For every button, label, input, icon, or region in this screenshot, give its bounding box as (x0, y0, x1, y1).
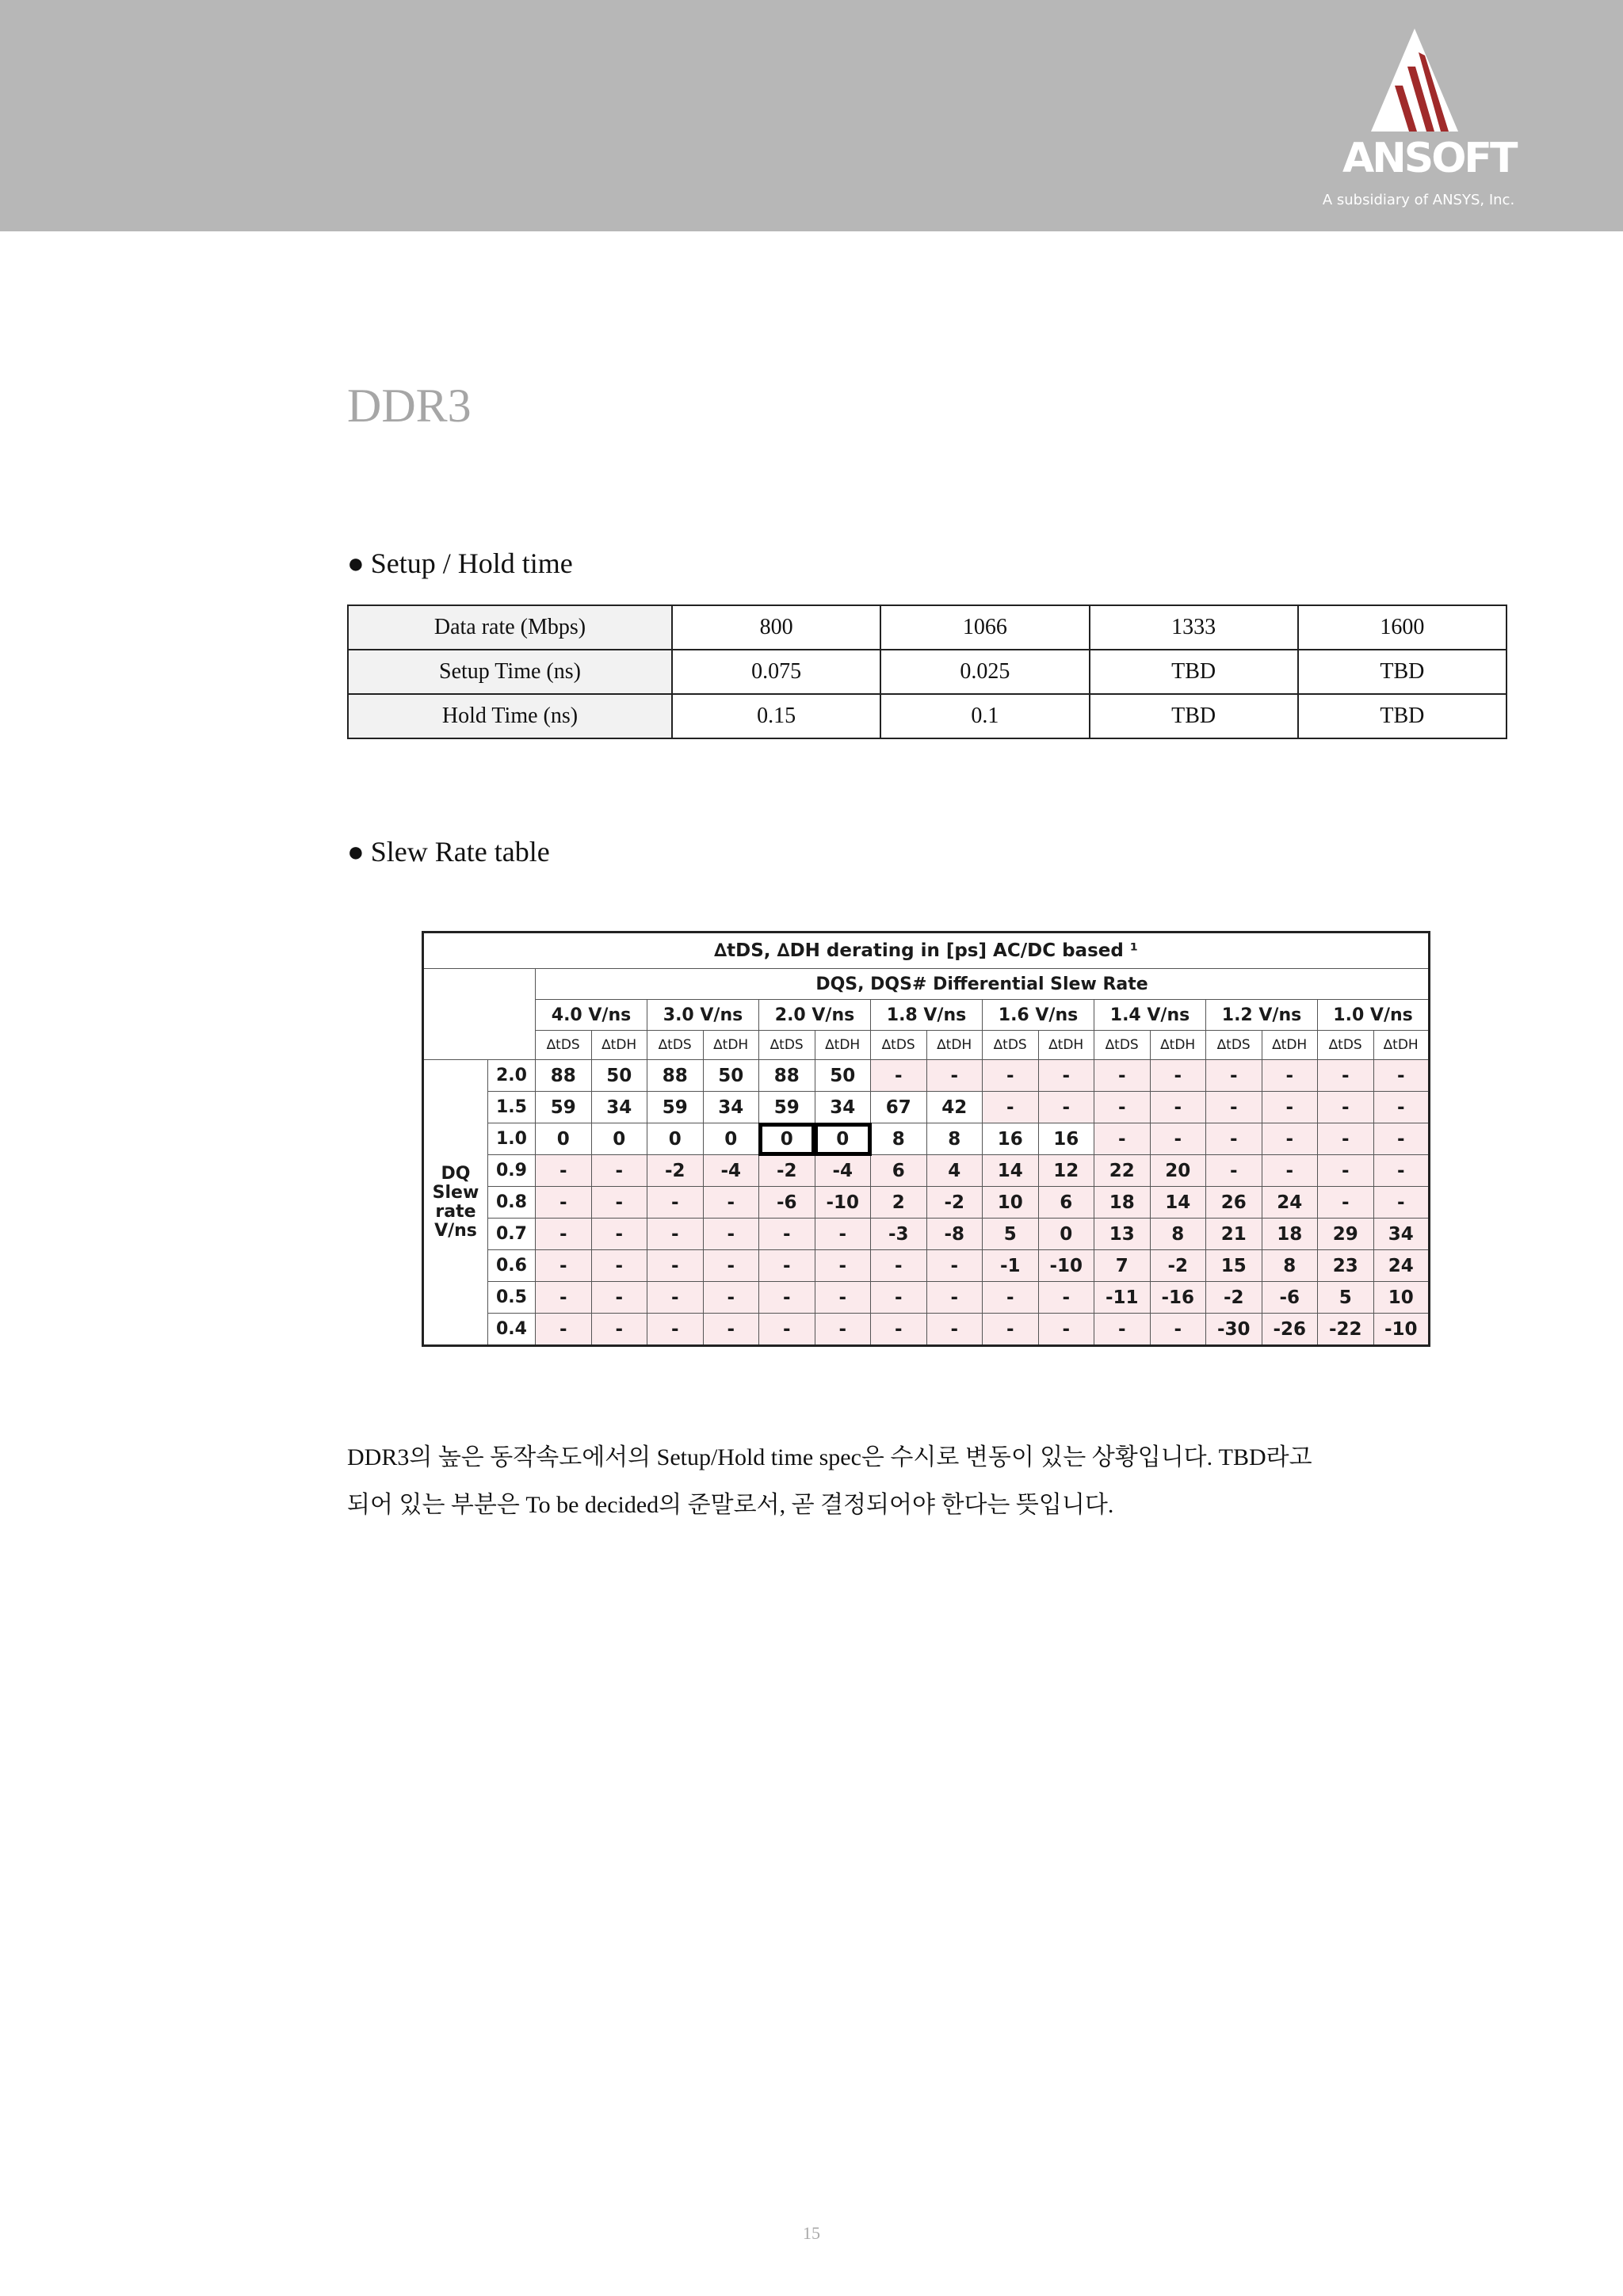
table-cell: - (1038, 1092, 1094, 1123)
table-row (423, 1282, 1430, 1314)
page-title: DDR3 (347, 379, 472, 432)
table-cell: 0 (703, 1123, 759, 1155)
table-cell: - (703, 1187, 759, 1219)
table-cell: 26 (1206, 1187, 1262, 1219)
table-cell: -2 (1150, 1250, 1206, 1282)
table-cell: - (815, 1314, 871, 1346)
page-number: 15 (803, 2223, 820, 2243)
row-key: 0.7 (488, 1219, 536, 1250)
table-cell: - (536, 1250, 592, 1282)
sub-column-header: ∆tDS (647, 1031, 704, 1060)
table-cell: 50 (815, 1060, 871, 1092)
table-cell: - (926, 1250, 983, 1282)
table-cell: 8 (1150, 1219, 1206, 1250)
dq-label-line: DQ (441, 1163, 471, 1184)
row-key: 0.4 (488, 1314, 536, 1346)
table-cell: 4 (926, 1155, 983, 1187)
table-cell: 20 (1150, 1155, 1206, 1187)
sub-column-header: ∆tDH (926, 1031, 983, 1060)
ansoft-logo-mark-icon (1371, 29, 1458, 139)
table-row (423, 1060, 1430, 1092)
table-cell: 13 (1094, 1219, 1151, 1250)
table-cell: 29 (1318, 1219, 1374, 1250)
table-cell: -4 (815, 1155, 871, 1187)
table-cell: - (1038, 1314, 1094, 1346)
ansoft-logo (1300, 29, 1537, 219)
table-cell: - (1373, 1123, 1430, 1155)
table-cell: - (1318, 1123, 1374, 1155)
sub-column-header: ∆tDH (815, 1031, 871, 1060)
table-cell: 8 (1262, 1250, 1318, 1282)
slew-rate-heading-text: Slew Rate table (370, 836, 550, 868)
table-cell: - (871, 1282, 927, 1314)
rate-column-header: 1.8 V/ns (871, 1000, 983, 1031)
table-cell: 18 (1094, 1187, 1151, 1219)
slew-rate-heading (347, 835, 550, 868)
table-cell: - (926, 1314, 983, 1346)
table-row (423, 1219, 1430, 1250)
slew-table-subtitle: DQS, DQS# Differential Slew Rate (536, 969, 1430, 1000)
sub-column-header: ∆tDH (703, 1031, 759, 1060)
table-cell: - (1206, 1092, 1262, 1123)
table-row (423, 1123, 1430, 1155)
table-cell: 12 (1038, 1155, 1094, 1187)
table-cell: 0.15 (672, 694, 880, 738)
sub-column-header: ∆tDH (1038, 1031, 1094, 1060)
table-cell: -2 (759, 1155, 815, 1187)
table-cell: - (815, 1219, 871, 1250)
table-cell: 7 (1094, 1250, 1151, 1282)
table-cell: - (1318, 1187, 1374, 1219)
slew-rate-table-figure (422, 931, 1428, 1347)
table-cell: 0 (591, 1123, 647, 1155)
table-cell: 16 (1038, 1123, 1094, 1155)
table-cell: 0.025 (880, 650, 1089, 694)
table-cell: - (1262, 1155, 1318, 1187)
bullet-icon: ● (347, 547, 365, 579)
table-cell: -10 (1373, 1314, 1430, 1346)
table-cell: - (591, 1282, 647, 1314)
table-row (423, 1155, 1430, 1187)
table-cell: 23 (1318, 1250, 1374, 1282)
rate-column-header: 3.0 V/ns (647, 1000, 759, 1031)
table-cell: - (1094, 1092, 1151, 1123)
table-cell: 88 (647, 1060, 704, 1092)
table-cell: -6 (1262, 1282, 1318, 1314)
row-key: 1.5 (488, 1092, 536, 1123)
rate-column-header: 1.6 V/ns (983, 1000, 1094, 1031)
table-cell: 14 (1150, 1187, 1206, 1219)
table-row (348, 694, 1507, 738)
table-cell: - (1150, 1092, 1206, 1123)
table-cell: 24 (1373, 1250, 1430, 1282)
table-row (348, 650, 1507, 694)
table-cell: 0 (759, 1123, 815, 1155)
table-cell: 18 (1262, 1219, 1318, 1250)
rate-column-header: 1.0 V/ns (1318, 1000, 1430, 1031)
table-cell: - (1262, 1123, 1318, 1155)
table-cell: - (703, 1282, 759, 1314)
rate-column-header: 1.4 V/ns (1094, 1000, 1206, 1031)
table-cell: -30 (1206, 1314, 1262, 1346)
table-cell: 0.075 (672, 650, 880, 694)
table-cell: - (1262, 1092, 1318, 1123)
rate-column-header: 2.0 V/ns (759, 1000, 871, 1031)
sub-column-header: ∆tDH (591, 1031, 647, 1060)
table-cell: - (591, 1250, 647, 1282)
table-cell: 15 (1206, 1250, 1262, 1282)
table-cell: - (1094, 1123, 1151, 1155)
table-cell: - (591, 1219, 647, 1250)
table-cell: -2 (926, 1187, 983, 1219)
table-cell: - (591, 1155, 647, 1187)
body-line-1: DDR3의 높은 동작속도에서의 Setup/Hold time spec은 수시로 변동이 있는 상황입니다. TBD라고 (347, 1444, 1312, 1470)
table-cell: - (1150, 1314, 1206, 1346)
slew-corner-cell (423, 969, 536, 1060)
table-cell: 6 (871, 1155, 927, 1187)
table-cell: - (983, 1092, 1039, 1123)
table-cell: 10 (1373, 1282, 1430, 1314)
sub-column-header: ∆tDS (536, 1031, 592, 1060)
table-cell: -16 (1150, 1282, 1206, 1314)
table-cell: TBD (1298, 694, 1507, 738)
sub-column-header: ∆tDS (759, 1031, 815, 1060)
table-cell: - (1318, 1155, 1374, 1187)
setup-hold-heading (347, 547, 573, 580)
table-cell: 34 (703, 1092, 759, 1123)
table-cell: - (591, 1187, 647, 1219)
table-cell: - (647, 1219, 704, 1250)
row-key: 0.8 (488, 1187, 536, 1219)
table-cell: - (647, 1250, 704, 1282)
table-cell: - (536, 1314, 592, 1346)
table-cell: -2 (647, 1155, 704, 1187)
body-paragraph (347, 1434, 1457, 1529)
setup-hold-heading-text: Setup / Hold time (370, 547, 573, 579)
table-cell: 88 (536, 1060, 592, 1092)
table-cell: 0 (647, 1123, 704, 1155)
table-cell: -22 (1318, 1314, 1374, 1346)
row-label: Data rate (Mbps) (348, 605, 672, 650)
table-cell: 2 (871, 1187, 927, 1219)
slew-subheader-row (423, 1031, 1430, 1060)
row-key: 0.6 (488, 1250, 536, 1282)
table-cell: 88 (759, 1060, 815, 1092)
table-row (423, 1092, 1430, 1123)
table-cell: - (759, 1250, 815, 1282)
table-cell: 34 (815, 1092, 871, 1123)
dq-label-line: Slew (432, 1182, 479, 1203)
table-cell: - (703, 1250, 759, 1282)
slew-title-row (423, 933, 1430, 969)
table-cell: 21 (1206, 1219, 1262, 1250)
sub-column-header: ∆tDH (1373, 1031, 1430, 1060)
sub-column-header: ∆tDS (1206, 1031, 1262, 1060)
dq-slew-rate-label (423, 1060, 488, 1346)
table-cell: 67 (871, 1092, 927, 1123)
table-cell: - (871, 1060, 927, 1092)
table-cell: - (983, 1314, 1039, 1346)
slew-rate-table (422, 931, 1430, 1347)
table-cell: - (536, 1187, 592, 1219)
row-key: 2.0 (488, 1060, 536, 1092)
table-cell: - (536, 1155, 592, 1187)
table-cell: -10 (815, 1187, 871, 1219)
table-cell: - (536, 1282, 592, 1314)
table-cell: 34 (1373, 1219, 1430, 1250)
logo-subtitle: A subsidiary of ANSYS, Inc. (1322, 192, 1515, 208)
table-cell: - (1373, 1060, 1430, 1092)
table-cell: -1 (983, 1250, 1039, 1282)
table-cell: - (1150, 1123, 1206, 1155)
table-cell: - (1094, 1314, 1151, 1346)
table-cell: 59 (647, 1092, 704, 1123)
table-cell: - (871, 1250, 927, 1282)
table-cell: - (1094, 1060, 1151, 1092)
table-cell: - (1038, 1060, 1094, 1092)
table-cell: - (1318, 1092, 1374, 1123)
slew-table-title: ∆tDS, ∆DH derating in [ps] AC/DC based ¹ (423, 933, 1430, 969)
sub-column-header: ∆tDS (1094, 1031, 1151, 1060)
sub-column-header: ∆tDS (983, 1031, 1039, 1060)
sub-column-header: ∆tDS (1318, 1031, 1374, 1060)
table-cell: - (926, 1282, 983, 1314)
table-cell: 1600 (1298, 605, 1507, 650)
sub-column-header: ∆tDS (871, 1031, 927, 1060)
table-cell: - (647, 1187, 704, 1219)
table-cell: -4 (703, 1155, 759, 1187)
table-row (348, 605, 1507, 650)
table-cell: -2 (1206, 1282, 1262, 1314)
table-cell: 8 (926, 1123, 983, 1155)
rate-column-header: 4.0 V/ns (536, 1000, 647, 1031)
row-key: 0.9 (488, 1155, 536, 1187)
table-cell: - (759, 1282, 815, 1314)
table-cell: 0 (1038, 1219, 1094, 1250)
table-cell: - (1206, 1060, 1262, 1092)
table-cell: 59 (536, 1092, 592, 1123)
table-cell: -11 (1094, 1282, 1151, 1314)
rate-column-header: 1.2 V/ns (1206, 1000, 1318, 1031)
table-cell: TBD (1090, 694, 1298, 738)
table-cell: 16 (983, 1123, 1039, 1155)
logo-wordmark: ANSOFT (1342, 135, 1516, 182)
table-cell: - (1150, 1060, 1206, 1092)
table-cell: TBD (1090, 650, 1298, 694)
dq-label-line: V/ns (434, 1220, 477, 1241)
table-cell: TBD (1298, 650, 1507, 694)
table-cell: - (1262, 1060, 1318, 1092)
table-cell: - (983, 1060, 1039, 1092)
bullet-icon: ● (347, 836, 365, 868)
table-cell: 6 (1038, 1187, 1094, 1219)
table-row (423, 1314, 1430, 1346)
table-cell: - (647, 1314, 704, 1346)
row-key: 1.0 (488, 1123, 536, 1155)
table-cell: - (1373, 1187, 1430, 1219)
table-cell: - (926, 1060, 983, 1092)
dq-label-line: rate (435, 1201, 476, 1222)
sub-column-header: ∆tDH (1150, 1031, 1206, 1060)
sub-column-header: ∆tDH (1262, 1031, 1318, 1060)
table-cell: 59 (759, 1092, 815, 1123)
table-row (423, 1250, 1430, 1282)
header-band (0, 0, 1623, 231)
table-cell: - (1318, 1060, 1374, 1092)
table-cell: -26 (1262, 1314, 1318, 1346)
table-cell: - (1206, 1123, 1262, 1155)
table-cell: 0.1 (880, 694, 1089, 738)
table-cell: 5 (1318, 1282, 1374, 1314)
table-cell: - (647, 1282, 704, 1314)
setup-hold-table (347, 605, 1507, 739)
table-cell: 1066 (880, 605, 1089, 650)
table-cell: -10 (1038, 1250, 1094, 1282)
table-cell: -3 (871, 1219, 927, 1250)
table-cell: -6 (759, 1187, 815, 1219)
row-label: Hold Time (ns) (348, 694, 672, 738)
table-cell: 42 (926, 1092, 983, 1123)
table-cell: 8 (871, 1123, 927, 1155)
table-cell: 5 (983, 1219, 1039, 1250)
table-cell: - (591, 1314, 647, 1346)
table-cell: 800 (672, 605, 880, 650)
table-cell: - (871, 1314, 927, 1346)
body-line-2: 되어 있는 부분은 To be decided의 준말로서, 곧 결정되어야 한다는 뜻입니다. (347, 1492, 1114, 1518)
table-cell: - (1206, 1155, 1262, 1187)
table-cell: 34 (591, 1092, 647, 1123)
row-key: 0.5 (488, 1282, 536, 1314)
table-cell: - (815, 1250, 871, 1282)
table-cell: - (983, 1282, 1039, 1314)
table-cell: - (815, 1282, 871, 1314)
table-cell: - (536, 1219, 592, 1250)
table-cell: - (1373, 1092, 1430, 1123)
row-label: Setup Time (ns) (348, 650, 672, 694)
table-cell: 0 (536, 1123, 592, 1155)
table-cell: 24 (1262, 1187, 1318, 1219)
table-cell: - (1038, 1282, 1094, 1314)
table-cell: 22 (1094, 1155, 1151, 1187)
table-cell: - (1373, 1155, 1430, 1187)
table-cell: 1333 (1090, 605, 1298, 650)
table-cell: 10 (983, 1187, 1039, 1219)
table-cell: - (759, 1314, 815, 1346)
slew-rate-header-row (423, 1000, 1430, 1031)
table-cell: 50 (703, 1060, 759, 1092)
table-cell: 50 (591, 1060, 647, 1092)
table-cell: - (703, 1219, 759, 1250)
table-cell: 14 (983, 1155, 1039, 1187)
table-cell: 0 (815, 1123, 871, 1155)
table-cell: - (759, 1219, 815, 1250)
table-cell: - (703, 1314, 759, 1346)
table-cell: -8 (926, 1219, 983, 1250)
slew-subtitle-row (423, 969, 1430, 1000)
table-row (423, 1187, 1430, 1219)
